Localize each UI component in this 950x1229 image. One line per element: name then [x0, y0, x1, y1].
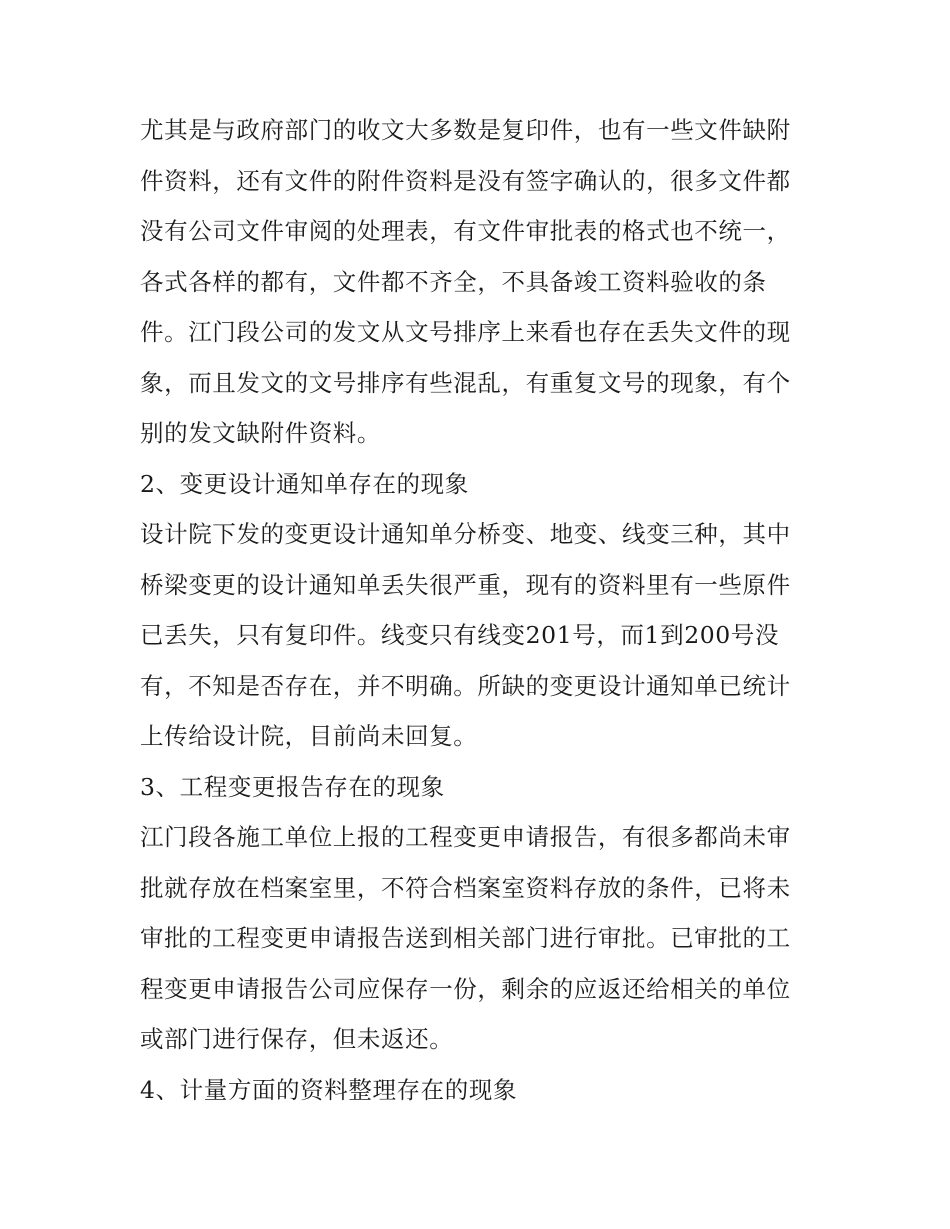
- body-text-line: 尤其是与政府部门的收文大多数是复印件，也有一些文件缺附: [140, 116, 791, 144]
- body-text-line: 批就存放在档案室里，不符合档案室资料存放的条件，已将未: [140, 873, 791, 902]
- section-heading-3: 3、工程变更报告存在的现象: [140, 772, 445, 801]
- body-text-line: 有，不知是否存在，并不明确。所缺的变更设计通知单已统计: [140, 671, 791, 700]
- body-text-line: 上传给设计院，目前尚未回复。: [140, 722, 478, 750]
- body-text-line: 或部门进行保存，但未返还。: [140, 1025, 454, 1053]
- body-text-line: 程变更申请报告公司应保存一份，剩余的应返还给相关的单位: [140, 974, 791, 1003]
- body-text-line: 审批的工程变更申请报告送到相关部门进行审批。已审批的工: [140, 924, 791, 952]
- section-heading-4: 4、计量方面的资料整理存在的现象: [140, 1075, 518, 1104]
- body-text-line: 没有公司文件审阅的处理表，有文件审批表的格式也不统一，: [140, 217, 791, 245]
- body-text-line: 设计院下发的变更设计通知单分桥变、地变、线变三种，其中: [140, 520, 791, 548]
- body-text-line: 件资料，还有文件的附件资料是没有签字确认的，很多文件都: [140, 166, 791, 195]
- body-text-line: 已丢失，只有复印件。线变只有线变201号，而1到200号没: [140, 621, 780, 649]
- body-text-line: 别的发文缺附件资料。: [140, 419, 381, 447]
- body-text-line: 象，而且发文的文号排序有些混乱，有重复文号的现象，有个: [140, 368, 791, 397]
- body-text-line: 桥梁变更的设计通知单丢失很严重，现有的资料里有一些原件: [140, 570, 791, 599]
- document-body: [140, 105, 812, 1115]
- body-text-line: 件。江门段公司的发文从文号排序上来看也存在丢失文件的现: [140, 318, 791, 346]
- section-heading-2: 2、变更设计通知单存在的现象: [140, 469, 469, 498]
- body-text-line: 江门段各施工单位上报的工程变更申请报告，有很多都尚未审: [140, 823, 791, 851]
- body-text-line: 各式各样的都有，文件都不齐全，不具备竣工资料验收的条: [140, 267, 767, 296]
